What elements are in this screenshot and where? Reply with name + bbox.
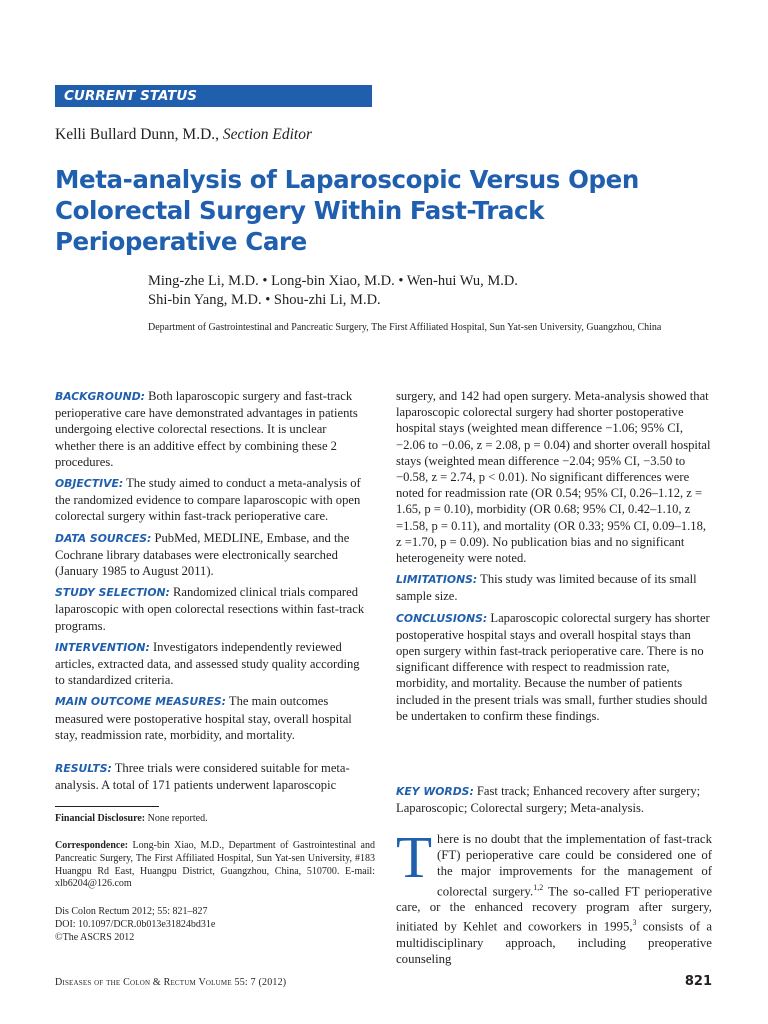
abstract-background	[55, 388, 367, 470]
abstract-intervention	[55, 639, 367, 689]
citation-line: Dis Colon Rectum 2012; 55: 821–827	[55, 906, 208, 917]
abstract-right-column	[396, 388, 712, 729]
author-list	[148, 272, 518, 309]
page-footer	[55, 977, 286, 988]
citation-info	[55, 906, 375, 944]
section-banner: CURRENT STATUS	[55, 85, 372, 107]
author-line: Shi-bin Yang, M.D. • Shou-zhi Li, M.D.	[148, 291, 381, 308]
intro-text: The so-called FT perioperative care, or the enhanced recovery program after surgery, initiated by Kehlet and coworkers in 1995,	[396, 883, 712, 934]
section-editor	[55, 126, 312, 144]
results-text-head: Three trials were considered suitable for meta-analysis. A total of 171 patients underwent laparoscopic	[55, 761, 350, 793]
section-text: Investigators independently reviewed articles, extracted data, and assessed study quality according to standardized criteria.	[55, 639, 360, 688]
correspondence-text: Long-bin Xiao, M.D., Department of Gastrointestinal and Pancreatic Surgery, The First Affiliated Hospital, Sun Yat-sen University, #183 Huangpu Rd East, Huangpu District, Guangzhou, China, 510700. E-mail: xlb6204@126.com	[55, 840, 375, 890]
abstract-limitations	[396, 571, 712, 604]
page-number: 821	[684, 974, 712, 989]
intro-paragraph	[396, 824, 713, 967]
editor-name: Kelli Bullard Dunn, M.D.,	[55, 126, 223, 143]
abstract-objective	[55, 475, 367, 525]
journal-volume: Volume 55: 7 (2012)	[195, 977, 287, 988]
abstract-results-start	[55, 760, 367, 793]
citation-line: DOI: 10.1097/DCR.0b013e31824bd31e	[55, 918, 216, 930]
section-text: Both laparoscopic surgery and fast-track perioperative care have demonstrated advantages in patients undergoing elective colorectal resections. It is unclear whether there is an additive effect by combining these 2 procedures.	[55, 389, 358, 469]
abstract-conclusions	[396, 610, 712, 724]
intro-text: consists of a multidisciplinary approach, including preoperative counseling	[396, 919, 713, 966]
keywords-text: Fast track; Enhanced recovery after surgery; Laparoscopic; Colorectal surgery; Meta-analysis.	[396, 784, 701, 816]
drop-cap: T	[396, 824, 433, 890]
keywords-label: KEY WORDS:	[396, 785, 474, 798]
section-label: MAIN OUTCOME MEASURES:	[55, 695, 227, 709]
section-text: The main outcomes measured were postoperative hospital stay, overall hospital stay, readmission rate, morbidity, and mortality.	[55, 694, 352, 742]
editor-role: Section Editor	[222, 126, 313, 143]
abstract-main-outcome	[55, 693, 367, 743]
reference-marker: 3	[632, 918, 637, 928]
section-label: OBJECTIVE:	[55, 477, 124, 491]
disclosure-text: None reported.	[145, 813, 208, 824]
section-label: DATA SOURCES:	[55, 531, 152, 545]
section-label: BACKGROUND:	[55, 390, 145, 403]
affiliation: Department of Gastrointestinal and Pancreatic Surgery, The First Affiliated Hospital, Sun Yat-sen University, Guangzhou, China	[148, 322, 662, 333]
reference-marker: 1,2	[533, 882, 544, 892]
section-label: LIMITATIONS:	[396, 573, 478, 587]
section-text: PubMed, MEDLINE, Embase, and the Cochrane library databases were electronically searched (January 1985 to August 2011).	[55, 530, 350, 579]
section-text: Laparoscopic colorectal surgery has shorter postoperative hospital stays and overall hospital stays than open surgery within fast-track perioperative care. There is no significant difference with respect to readmission rate, morbidity, and mortality. Because the number of patients included in the present trials was small, further studies should be undertaken to confirm these findings.	[396, 610, 710, 723]
keywords	[396, 783, 716, 816]
section-label: CONCLUSIONS:	[396, 611, 488, 625]
abstract-results-continued: surgery, and 142 had open surgery. Meta-analysis showed that laparoscopic colorectal surgery had shorter postoperative hospital stays (weighted mean difference −1.06; 95% CI, −2.06 to −0.06, z = 2.08, p = 0.04) and shorter overall hospital stays (weighted mean difference −2.04; 95% CI, −3.50 to −0.58, z = 2.74, p < 0.01). No significant differences were noted for readmission rate (OR 0.54; 95% CI, 0.26–1.12, z = 1.65, p = 0.10), morbidity (OR 0.68; 95% CI, 0.42–1.10, z =1.58, p = 0.11), and mortality (OR 0.33; 95% CI, 0.09–1.18, z =1.70, p = 0.09). No publication bias and no significant heterogeneity were noted.	[396, 389, 711, 566]
footnote-divider	[55, 806, 159, 807]
journal-name: Diseases of the Colon & Rectum	[55, 977, 196, 988]
abstract-data-sources	[55, 530, 367, 580]
disclosure-label: Financial Disclosure:	[55, 813, 146, 824]
section-label: STUDY SELECTION:	[55, 586, 170, 600]
financial-disclosure	[55, 813, 375, 826]
section-label: INTERVENTION:	[55, 640, 150, 654]
section-text: This study was limited because of its small sample size.	[396, 572, 697, 604]
abstract-study-selection	[55, 584, 367, 634]
section-label: RESULTS:	[55, 762, 112, 775]
correspondence	[55, 840, 375, 891]
citation-line: ©The ASCRS 2012	[55, 931, 135, 943]
correspondence-label: Correspondence:	[55, 840, 129, 851]
author-line: Ming-zhe Li, M.D. • Long-bin Xiao, M.D. • Wen-hui Wu, M.D.	[148, 273, 518, 289]
intro-text: here is no doubt that the implementation of fast-track (FT) perioperative care could be considered one of the major improvements for the management of colorectal surgery.	[437, 832, 712, 898]
abstract-left-column	[55, 388, 367, 748]
section-text: Randomized clinical trials compared laparoscopic with open colorectal resections within fast-track programs.	[55, 585, 365, 633]
section-text: The study aimed to conduct a meta-analysis of the randomized evidence to compare laparoscopic with open colorectal surgery within fast-track perioperative care.	[55, 476, 361, 524]
article-title: Meta-analysis of Laparoscopic Versus Open Colorectal Surgery Within Fast-Track Perioperative Care	[55, 165, 639, 256]
